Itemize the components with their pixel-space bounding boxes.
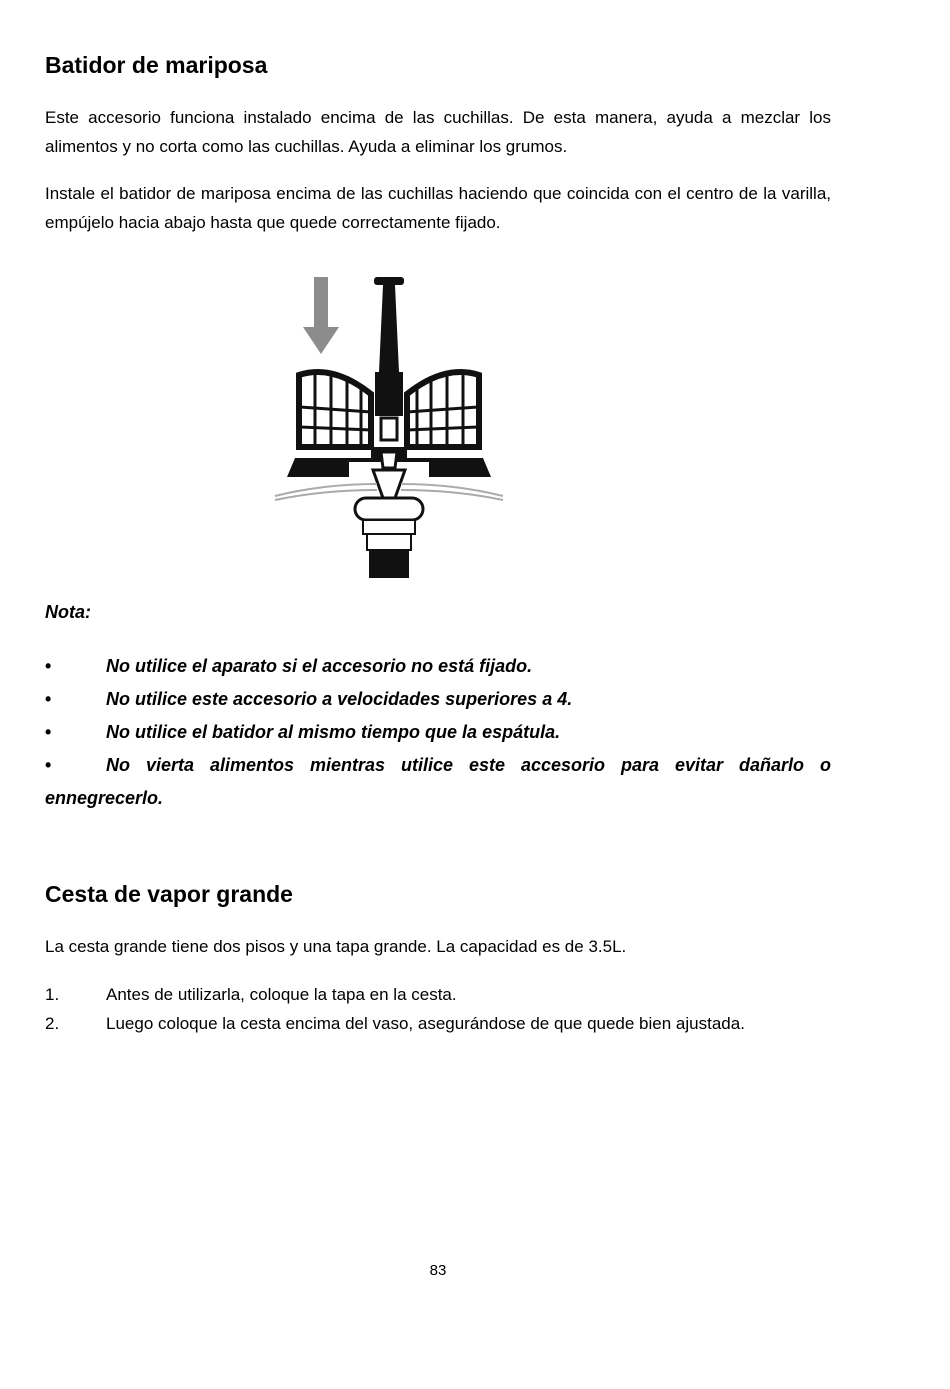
whisk-left-wing: [299, 371, 371, 447]
step-number: 2.: [45, 1014, 60, 1033]
step-text: Antes de utilizarla, coloque la tapa en la cesta.: [106, 985, 457, 1004]
steps-list: [45, 980, 745, 1038]
down-arrow-icon: [303, 277, 339, 354]
note-label: Nota:: [45, 602, 91, 622]
section-title-cesta: Cesta de vapor grande: [45, 881, 293, 907]
bullet-icon: •: [45, 755, 52, 775]
whisk-shaft: [374, 277, 404, 416]
note-item: • No utilice el batidor al mismo tiempo que la espátula.: [45, 716, 831, 749]
install-paragraph: Instale el batidor de mariposa encima de las cuchillas haciendo que coincida con el centro de la varilla, empújelo hacia abajo hasta que quede correctamente fijado.: [45, 184, 831, 232]
note-item: • No utilice este accesorio a velocidades superiores a 4.: [45, 683, 831, 716]
step-number: 1.: [45, 985, 60, 1004]
note-item: • No utilice el aparato si el accesorio no está fijado.: [45, 650, 831, 683]
capacity-paragraph: La cesta grande tiene dos pisos y una tapa grande. La capacidad es de 3.5L.: [45, 937, 627, 956]
page-number: 83: [429, 1262, 447, 1279]
note-list: [45, 650, 831, 815]
intro-paragraph: Este accesorio funciona instalado encima de las cuchillas. De esta manera, ayuda a mezclar los alimentos y no corta como las cuchillas. Ayuda a eliminar los grumos.: [45, 108, 831, 156]
butterfly-whisk-illustration: [273, 272, 505, 584]
drive-coupling: [369, 550, 409, 578]
step-item: [45, 980, 745, 1009]
note-item: • No vierta alimentos mientras utilice este accesorio para evitar dañarlo o ennegrecerlo.: [45, 749, 831, 815]
bullet-icon: •: [45, 656, 52, 676]
bullet-icon: •: [45, 689, 52, 709]
bullet-icon: •: [45, 722, 52, 742]
section-title-batidor: Batidor de mariposa: [45, 52, 268, 78]
step-text: Luego coloque la cesta encima del vaso, asegurándose de que quede bien ajustada.: [106, 1014, 745, 1033]
whisk-right-wing: [407, 371, 479, 447]
step-item: [45, 1009, 745, 1038]
